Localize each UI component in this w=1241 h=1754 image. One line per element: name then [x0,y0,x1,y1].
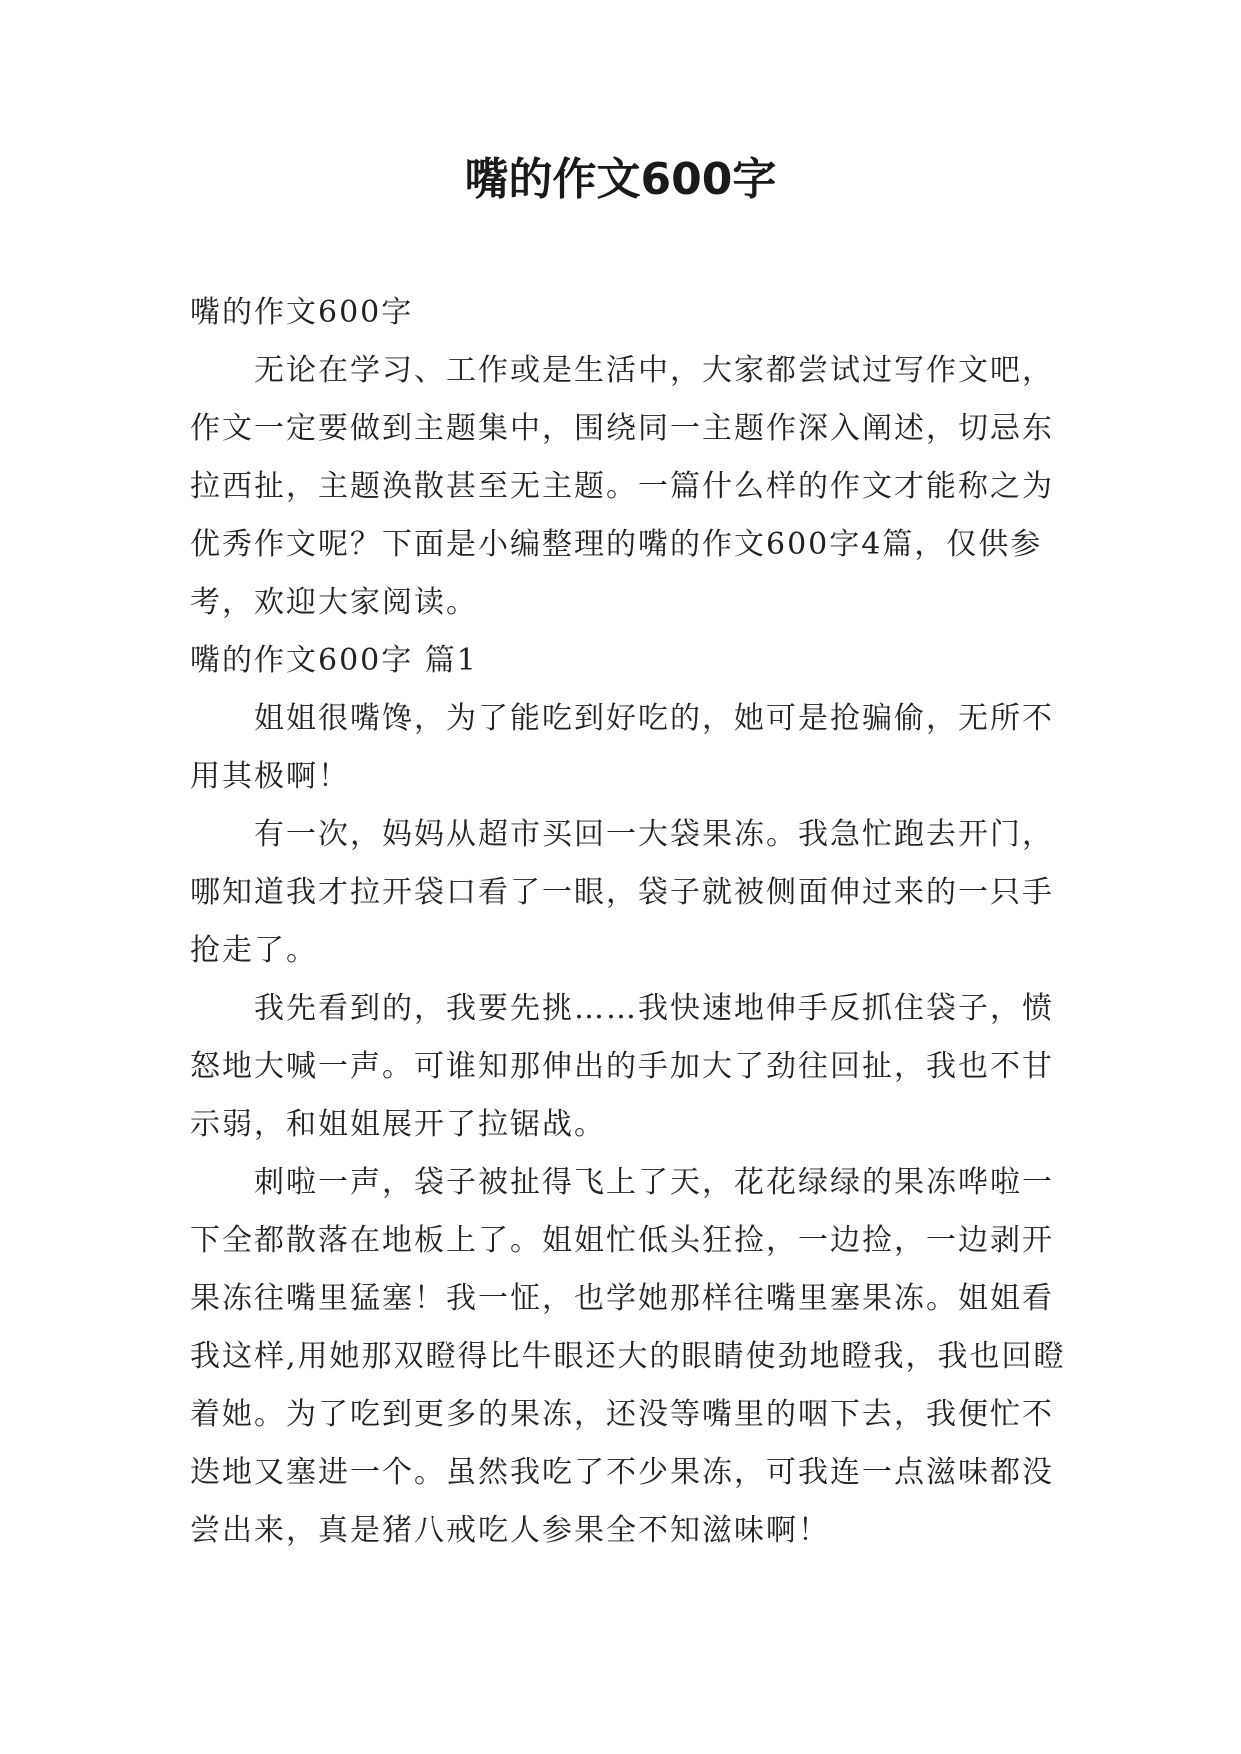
document-title: 嘴的作文600字 [464,154,777,205]
body-paragraph: 有一次，妈妈从超市买回一大袋果冻。我急忙跑去开门，哪知道我才拉开袋口看了一眼，袋子就被侧面伸过来的一只手抢走了。 [190,817,1054,968]
section-heading: 嘴的作文600字 篇1 [190,643,478,678]
intro-paragraph: 无论在学习、工作或是生活中，大家都尝试过写作文吧，作文一定要做到主题集中，围绕同一主题作深入阐述，切忌东拉西扯，主题涣散甚至无主题。一篇什么样的作文才能称之为优秀作文呢？下面是小编整理的嘴的作文600字4篇，仅供参考，欢迎大家阅读。 [190,353,1054,620]
body-paragraph: 刺啦一声，袋子被扯得飞上了天，花花绿绿的果冻哗啦一下全都散落在地板上了。姐姐忙低头狂捡，一边捡，一边剥开果冻往嘴里猛塞！我一怔，也学她那样往嘴里塞果冻。姐姐看我这样,用她那双瞪得比牛眼还大的眼睛使劲地瞪我，我也回瞪着她。为了吃到更多的果冻，还没等嘴里的咽下去，我便忙不迭地又塞进一个。虽然我吃了不少果冻，可我连一点滋味都没尝出来，真是猪八戒吃人参果全不知滋味啊！ [190,1165,1066,1548]
body-paragraph: 姐姐很嘴馋，为了能吃到好吃的，她可是抢骗偷，无所不用其极啊！ [190,701,1054,794]
document-subtitle: 嘴的作文600字 [190,295,414,330]
body-paragraph: 我先看到的，我要先挑……我快速地伸手反抓住袋子，愤怒地大喊一声。可谁知那伸出的手加大了劲往回扯，我也不甘示弱，和姐姐展开了拉锯战。 [190,991,1054,1142]
document-body [190,284,1070,1560]
